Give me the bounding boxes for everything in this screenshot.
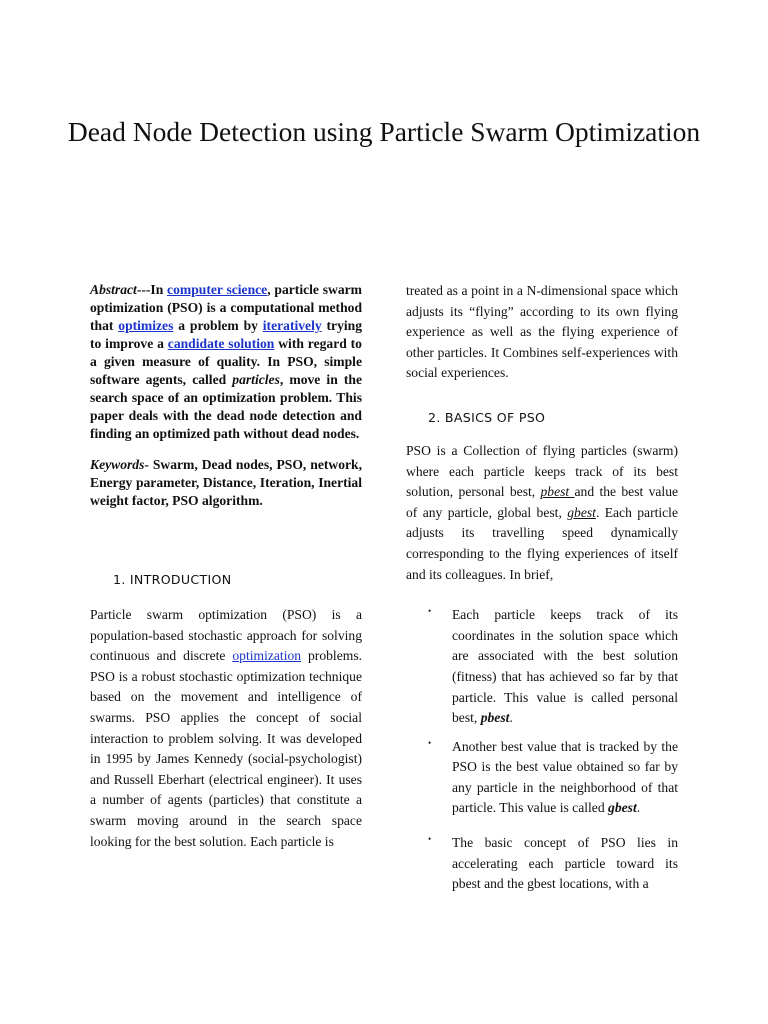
intro-text-1: Particle swarm optimization (PSO) is a population-based stochastic approach for solving continuous and discrete [90, 607, 362, 664]
intro-text-2: problems. PSO is a robust stochastic optimization technique based on the movement and intelligence of swarms. PSO applies the concept of social interaction to problem solving. It was developed in 1995 by James Kennedy (social-psychologist) and Russell Eberhart (electrical engineer). It uses a number of agents (particles) that constitute a swarm moving around in the search space looking for the best solution. Each particle is [90, 648, 363, 849]
bullet-icon: • [428, 606, 432, 617]
abstract-particles-term: particles [232, 372, 280, 387]
link-candidate-solution[interactable]: candidate solution [167, 336, 275, 351]
right-column [406, 281, 678, 903]
basics-text-2: and the best value of any particle, global best, [406, 484, 679, 520]
link-optimizes[interactable]: optimizes [118, 318, 174, 333]
gbest-term[interactable]: gbest [567, 504, 596, 520]
basics-text-3: . Each particle adjusts its travelling speed dynamically corresponding to the flying experiences of itself and its colleagues. In brief, [406, 504, 678, 582]
bullet1-term: pbest [480, 710, 510, 726]
list-item [406, 833, 678, 895]
link-iteratively[interactable]: iteratively [262, 318, 322, 333]
abstract-text-2: a problem by [173, 318, 263, 333]
abstract-paragraph [90, 281, 362, 443]
bullet1-end: . [509, 710, 513, 726]
intro-paragraph [90, 605, 362, 852]
bullet3-text: The basic concept of PSO lies in accelerating each particle toward its pbest and the gbest locations, with a [452, 835, 678, 892]
abstract-text-1: , particle swarm optimization (PSO) is a computational method that [90, 282, 362, 333]
link-optimization[interactable]: optimization [232, 648, 302, 664]
paper-title: Dead Node Detection using Particle Swarm Optimization [67, 116, 701, 148]
abstract-separator: ---In [136, 282, 168, 297]
left-column [90, 281, 362, 852]
abstract-label: Abstract [90, 282, 137, 297]
pso-bullet-list [406, 605, 678, 895]
abstract-text-5: , move in the search space of an optimization problem. This paper deals with the dead node detection and finding an optimized path without dead nodes. [90, 372, 362, 441]
basics-heading: 2. BASICS OF PSO [428, 409, 546, 425]
abstract-text-3: trying to improve a [90, 318, 363, 351]
bullet2-end: . [636, 800, 641, 816]
pbest-term[interactable]: pbest [540, 484, 575, 500]
list-item [406, 605, 678, 729]
keywords-label: Keywords [90, 457, 145, 472]
basics-text-1: PSO is a Collection of flying particles (swarm) where each particle keeps track of its best solution, personal best, [406, 442, 678, 500]
bullet2-text: Another best value that is tracked by the PSO is the best value obtained so far by any particle in the neighborhood of that particle. This value is called [452, 738, 678, 816]
bullet1-text: Each particle keeps track of its coordinates in the solution space which are associated with the best solution (fitness) that has achieved so far by that particle. This value is called personal best, [452, 607, 678, 726]
abstract-text-4: with regard to a given measure of quality. In PSO, simple software agents, called [90, 336, 362, 387]
list-item [406, 737, 678, 819]
keywords-paragraph [90, 456, 362, 510]
basics-paragraph [406, 441, 678, 585]
bullet-icon: • [428, 737, 432, 748]
bullet-icon: • [428, 834, 432, 845]
intro-heading: 1. INTRODUCTION [113, 572, 232, 587]
keywords-text: - Swarm, Dead nodes, PSO, network, Energy parameter, Distance, Iteration, Inertial weight factor, PSO algorithm. [90, 457, 362, 508]
bullet2-term: gbest [608, 800, 637, 816]
link-computer-science[interactable]: computer science [167, 282, 268, 297]
intro-continuation: treated as a point in a N-dimensional space which adjusts its “flying” according to its own flying experience as well as the flying experience of other particles. It Combines self-experiences with social experiences. [406, 283, 678, 381]
